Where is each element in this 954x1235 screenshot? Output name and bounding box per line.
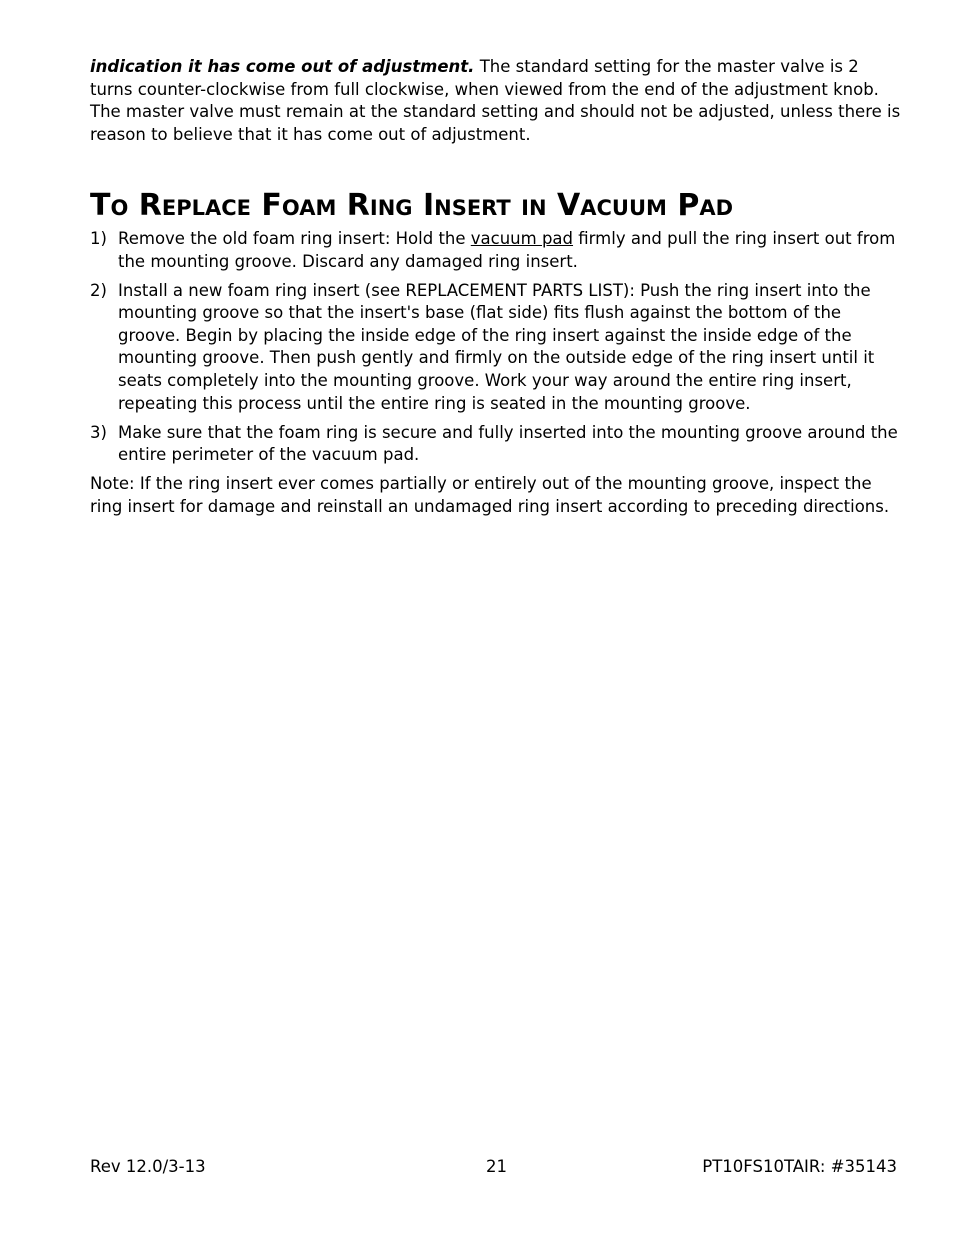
- intro-paragraph: [90, 56, 902, 146]
- step-number: 2): [90, 280, 107, 300]
- page-footer: [90, 1156, 897, 1180]
- note-paragraph: Note: If the ring insert ever comes partially or entirely out of the mounting groove, inspect the ring insert for damage and reinstall an undamaged ring insert according to preceding directions.: [90, 474, 890, 517]
- step-item-2: [90, 280, 902, 416]
- section-heading: To Replace Foam Ring Insert in Vacuum Pad: [90, 188, 734, 223]
- revision-label: Rev 12.0/3-13: [90, 1157, 206, 1176]
- steps-list: [90, 228, 902, 467]
- step-number: 3): [90, 422, 107, 442]
- step-number: 1): [90, 229, 107, 248]
- step-text: Make sure that the foam ring is secure and fully inserted into the mounting groove around the entire perimeter of the vacuum pad.: [118, 422, 898, 465]
- intro-text: The standard setting for the master valve is 2 turns counter-clockwise from full clockwise, when viewed from the end of the adjustment knob. The master valve must remain at the standard setting and should not be adjusted, unless there is reason to believe that it has come out of adjustment.: [90, 57, 901, 144]
- step-item-1: [90, 228, 902, 273]
- intro-emphasis: indication it has come out of adjustment.: [90, 57, 475, 76]
- page-number: 21: [486, 1157, 507, 1176]
- model-number: PT10FS10TAIR: #35143: [702, 1157, 897, 1176]
- step-item-3: [90, 422, 902, 467]
- step-text-after: firmly and pull the ring insert out from the mounting groove. Discard any damaged ring insert.: [118, 229, 896, 271]
- step-text: Install a new foam ring insert (see REPLACEMENT PARTS LIST): Push the ring insert into the mounting groove so that the insert's base (flat side) fits flush against the bottom of the groove. Begin by placing the inside edge of the ring insert against the inside edge of the mounting groove. Then push gently and firmly on the outside edge of the ring insert until it seats completely into the mounting groove. Work your way around the entire ring insert, repeating this process until the entire ring is seated in the mounting groove.: [118, 280, 875, 413]
- step-text-before: Remove the old foam ring insert: Hold the: [118, 229, 471, 248]
- vacuum-pad-link[interactable]: vacuum pad: [470, 229, 574, 248]
- page-content: [90, 56, 902, 519]
